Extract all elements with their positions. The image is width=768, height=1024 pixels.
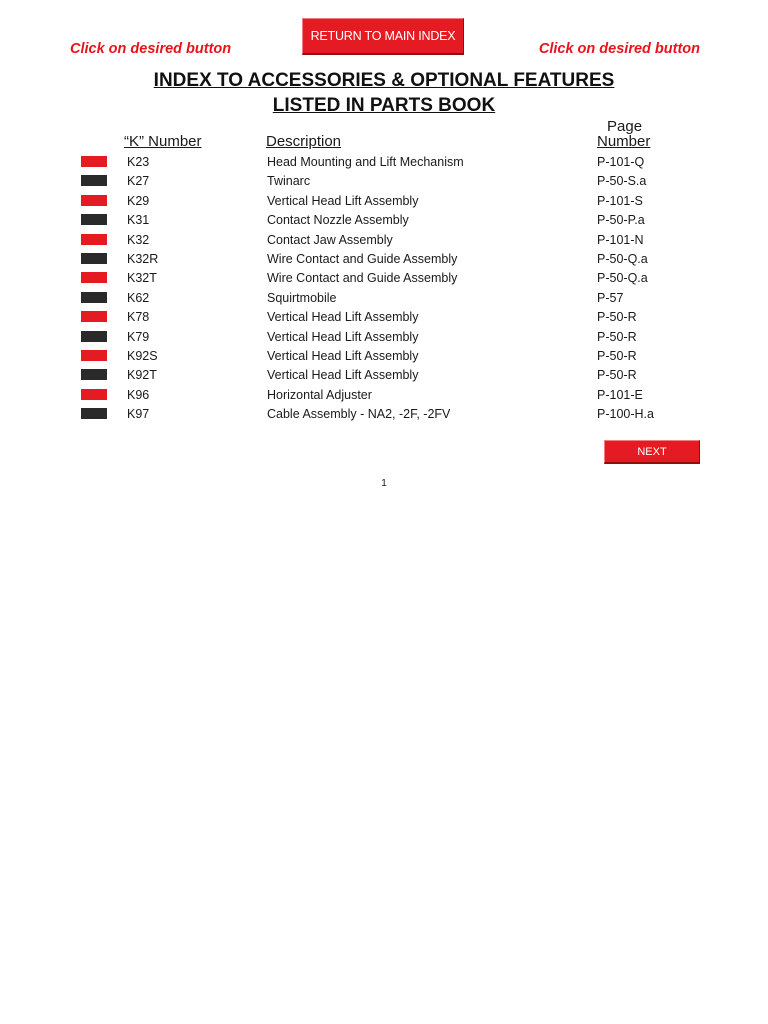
k-number-cell: K96 [127,387,150,402]
description-cell: Twinarc [267,174,311,189]
description-cell: Vertical Head Lift Assembly [267,368,419,383]
k-number-cell: K32 [127,232,150,247]
row-link-button[interactable] [81,195,107,206]
row-link-button[interactable] [81,311,107,322]
description-cell: Cable Assembly - NA2, -2F, -2FV [267,407,451,422]
page-number: 1 [381,478,387,489]
page-number-cell: P-50-R [597,310,637,325]
description-cell: Contact Nozzle Assembly [267,213,409,228]
column-header-description: Description [266,133,342,150]
instruction-left: Click on desired button [70,41,232,57]
table-row [0,211,768,230]
k-number-cell: K92S [127,348,158,363]
k-number-cell: K27 [127,174,150,189]
table-row [0,308,768,327]
row-link-button[interactable] [81,175,107,186]
k-number-cell: K29 [127,193,150,208]
description-cell: Contact Jaw Assembly [267,232,393,247]
k-number-cell: K31 [127,213,150,228]
description-cell: Wire Contact and Guide Assembly [267,271,458,286]
page-number-cell: P-50-S.a [597,174,647,189]
description-cell: Vertical Head Lift Assembly [267,193,419,208]
row-link-button[interactable] [81,408,107,419]
page-number-cell: P-50-Q.a [597,251,648,266]
row-link-button[interactable] [81,253,107,264]
page-number-cell: P-50-P.a [597,213,645,228]
page-number-cell: P-50-R [597,329,637,344]
row-link-button[interactable] [81,350,107,361]
description-cell: Vertical Head Lift Assembly [267,310,419,325]
page-title-line-2: LISTED IN PARTS BOOK [272,95,496,116]
k-number-cell: K79 [127,329,150,344]
table-row [0,386,768,405]
table-row [0,231,768,250]
table-row [0,347,768,366]
table-row [0,328,768,347]
table-row [0,153,768,172]
description-cell: Vertical Head Lift Assembly [267,348,419,363]
k-number-cell: K62 [127,290,150,305]
page-title-line-1: INDEX TO ACCESSORIES & OPTIONAL FEATURES [153,70,615,91]
page-number-cell: P-101-S [597,193,643,208]
instruction-right: Click on desired button [538,41,700,57]
table-row [0,250,768,269]
k-number-cell: K32R [127,251,159,266]
row-link-button[interactable] [81,292,107,303]
column-header-k-number: “K” Number [124,133,202,150]
table-row [0,405,768,424]
k-number-cell: K78 [127,310,150,325]
return-to-main-index-button[interactable]: RETURN TO MAIN INDEX [302,18,464,55]
page-number-cell: P-50-R [597,368,637,383]
page-number-cell: P-101-E [597,387,643,402]
description-cell: Vertical Head Lift Assembly [267,329,419,344]
row-link-button[interactable] [81,234,107,245]
page-number-cell: P-101-Q [597,155,645,169]
row-link-button[interactable] [81,331,107,342]
table-row [0,192,768,211]
page-number-cell: P-57 [597,290,624,305]
k-number-cell: K32T [127,271,157,286]
k-number-cell: K92T [127,368,157,383]
table-row [0,289,768,308]
next-button[interactable]: NEXT [604,440,700,464]
k-number-cell: K97 [127,407,150,422]
column-header-page: Page [607,118,643,135]
column-header-number: Number [597,133,651,150]
description-cell: Wire Contact and Guide Assembly [267,251,458,266]
k-number-cell: K23 [127,155,150,169]
row-link-button[interactable] [81,272,107,283]
row-link-button[interactable] [81,156,107,167]
page-number-cell: P-50-Q.a [597,271,648,286]
accessory-index-table [0,153,768,424]
description-cell: Horizontal Adjuster [267,387,372,402]
row-link-button[interactable] [81,389,107,400]
description-cell: Squirtmobile [267,290,337,305]
description-cell: Head Mounting and Lift Mechanism [267,155,464,169]
row-link-button[interactable] [81,369,107,380]
page-number-cell: P-101-N [597,232,644,247]
page-number-cell: P-100-H.a [597,407,654,422]
table-row [0,366,768,385]
table-row [0,172,768,191]
page-number-cell: P-50-R [597,348,637,363]
table-row [0,269,768,288]
row-link-button[interactable] [81,214,107,225]
